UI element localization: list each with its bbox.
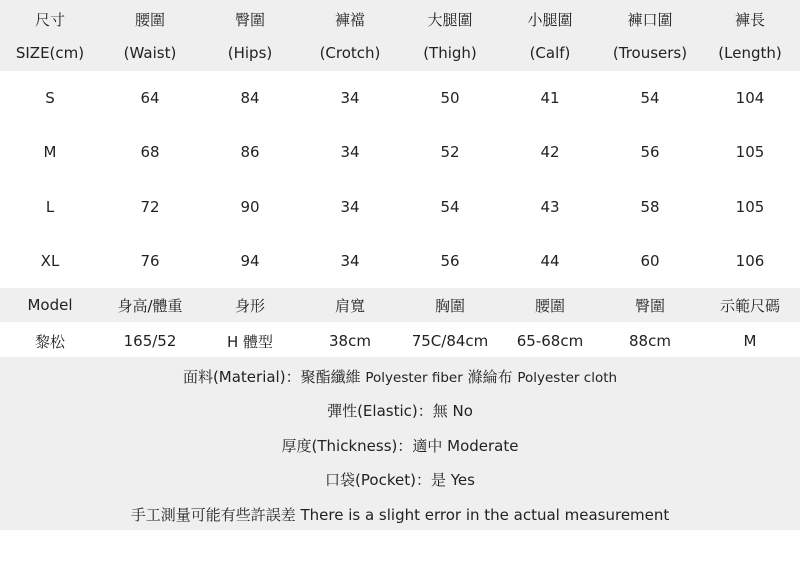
header-en-trousers: (Trousers) <box>612 44 688 62</box>
header-cn-size: 尺寸 <box>34 10 65 29</box>
thigh-cell: 54 <box>440 198 460 216</box>
length-cell: 106 <box>735 252 765 270</box>
model-header-body-shape: 身形 <box>234 296 265 315</box>
size-header-en-row <box>0 40 800 66</box>
header-cn-thigh: 大腿圍 <box>427 10 473 29</box>
model-height-weight: 165/52 <box>123 332 177 350</box>
disclaimer-note: 手工測量可能有些許誤差 There is a slight error in the actual measurement <box>130 506 670 524</box>
header-cn-trousers: 褲口圍 <box>627 10 673 29</box>
header-en-thigh: (Thigh) <box>423 44 477 62</box>
material-label: 面料(Material)：聚酯纖維 <box>182 368 361 386</box>
model-waist: 65-68cm <box>516 332 584 350</box>
material-note <box>0 366 800 387</box>
model-size: M <box>743 332 757 350</box>
size-cell: XL <box>40 252 60 270</box>
trousers-cell: 54 <box>640 89 660 107</box>
crotch-cell: 34 <box>340 89 360 107</box>
size-cell: M <box>43 143 57 161</box>
header-cn-crotch: 褲襠 <box>334 10 365 29</box>
material-en2: Polyester cloth <box>517 370 618 386</box>
header-en-hips: (Hips) <box>227 44 273 62</box>
header-en-length: (Length) <box>718 44 782 62</box>
model-hips: 88cm <box>629 332 671 350</box>
model-header-height-weight: 身高/體重 <box>117 296 183 315</box>
thickness-note: 厚度(Thickness)：適中 Moderate <box>281 437 519 455</box>
model-name: 黎松 <box>34 332 65 351</box>
material-en: Polyester fiber <box>365 370 463 386</box>
calf-cell: 42 <box>540 143 560 161</box>
crotch-cell: 34 <box>340 252 360 270</box>
crotch-cell: 34 <box>340 198 360 216</box>
header-cn-length: 褲長 <box>734 10 765 29</box>
model-header-chest: 胸圍 <box>434 296 465 315</box>
thigh-cell: 56 <box>440 252 460 270</box>
calf-cell: 44 <box>540 252 560 270</box>
model-header-shoulder: 肩寬 <box>334 296 365 315</box>
size-cell: S <box>45 89 55 107</box>
header-en-crotch: (Crotch) <box>319 44 381 62</box>
calf-cell: 43 <box>540 198 560 216</box>
model-header-hips: 臀圍 <box>634 296 665 315</box>
header-en-waist: (Waist) <box>123 44 177 62</box>
thigh-cell: 52 <box>440 143 460 161</box>
length-cell: 105 <box>735 143 765 161</box>
model-row <box>0 327 800 355</box>
model-header-waist: 腰圍 <box>534 296 565 315</box>
thigh-cell: 50 <box>440 89 460 107</box>
model-chest: 75C/84cm <box>411 332 489 350</box>
length-cell: 104 <box>735 89 765 107</box>
crotch-cell: 34 <box>340 143 360 161</box>
size-cell: L <box>45 198 55 216</box>
hips-cell: 94 <box>240 252 260 270</box>
product-notes <box>0 357 800 530</box>
calf-cell: 41 <box>540 89 560 107</box>
header-cn-hips: 臀圍 <box>234 10 265 29</box>
waist-cell: 64 <box>140 89 160 107</box>
trousers-cell: 58 <box>640 198 660 216</box>
size-row-xl <box>0 248 800 274</box>
hips-cell: 90 <box>240 198 260 216</box>
material-cn2: 滌綸布 <box>467 368 513 386</box>
header-cn-waist: 腰圍 <box>134 10 165 29</box>
waist-cell: 76 <box>140 252 160 270</box>
length-cell: 105 <box>735 198 765 216</box>
header-en-size: SIZE(cm) <box>15 44 85 62</box>
model-header-size: 示範尺碼 <box>719 296 780 315</box>
hips-cell: 86 <box>240 143 260 161</box>
model-header-model: Model <box>27 296 73 314</box>
size-row-l <box>0 194 800 220</box>
waist-cell: 72 <box>140 198 160 216</box>
model-shoulder: 38cm <box>329 332 371 350</box>
header-cn-calf: 小腿圍 <box>527 10 573 29</box>
size-row-s <box>0 85 800 111</box>
model-header-row <box>0 291 800 319</box>
header-en-calf: (Calf) <box>529 44 571 62</box>
size-header-cn-row <box>0 6 800 32</box>
pocket-note: 口袋(Pocket)：是 Yes <box>325 471 475 489</box>
size-row-m <box>0 139 800 165</box>
waist-cell: 68 <box>140 143 160 161</box>
trousers-cell: 60 <box>640 252 660 270</box>
model-body-shape: H 體型 <box>226 332 274 351</box>
trousers-cell: 56 <box>640 143 660 161</box>
elastic-note: 彈性(Elastic)：無 No <box>327 402 473 420</box>
hips-cell: 84 <box>240 89 260 107</box>
